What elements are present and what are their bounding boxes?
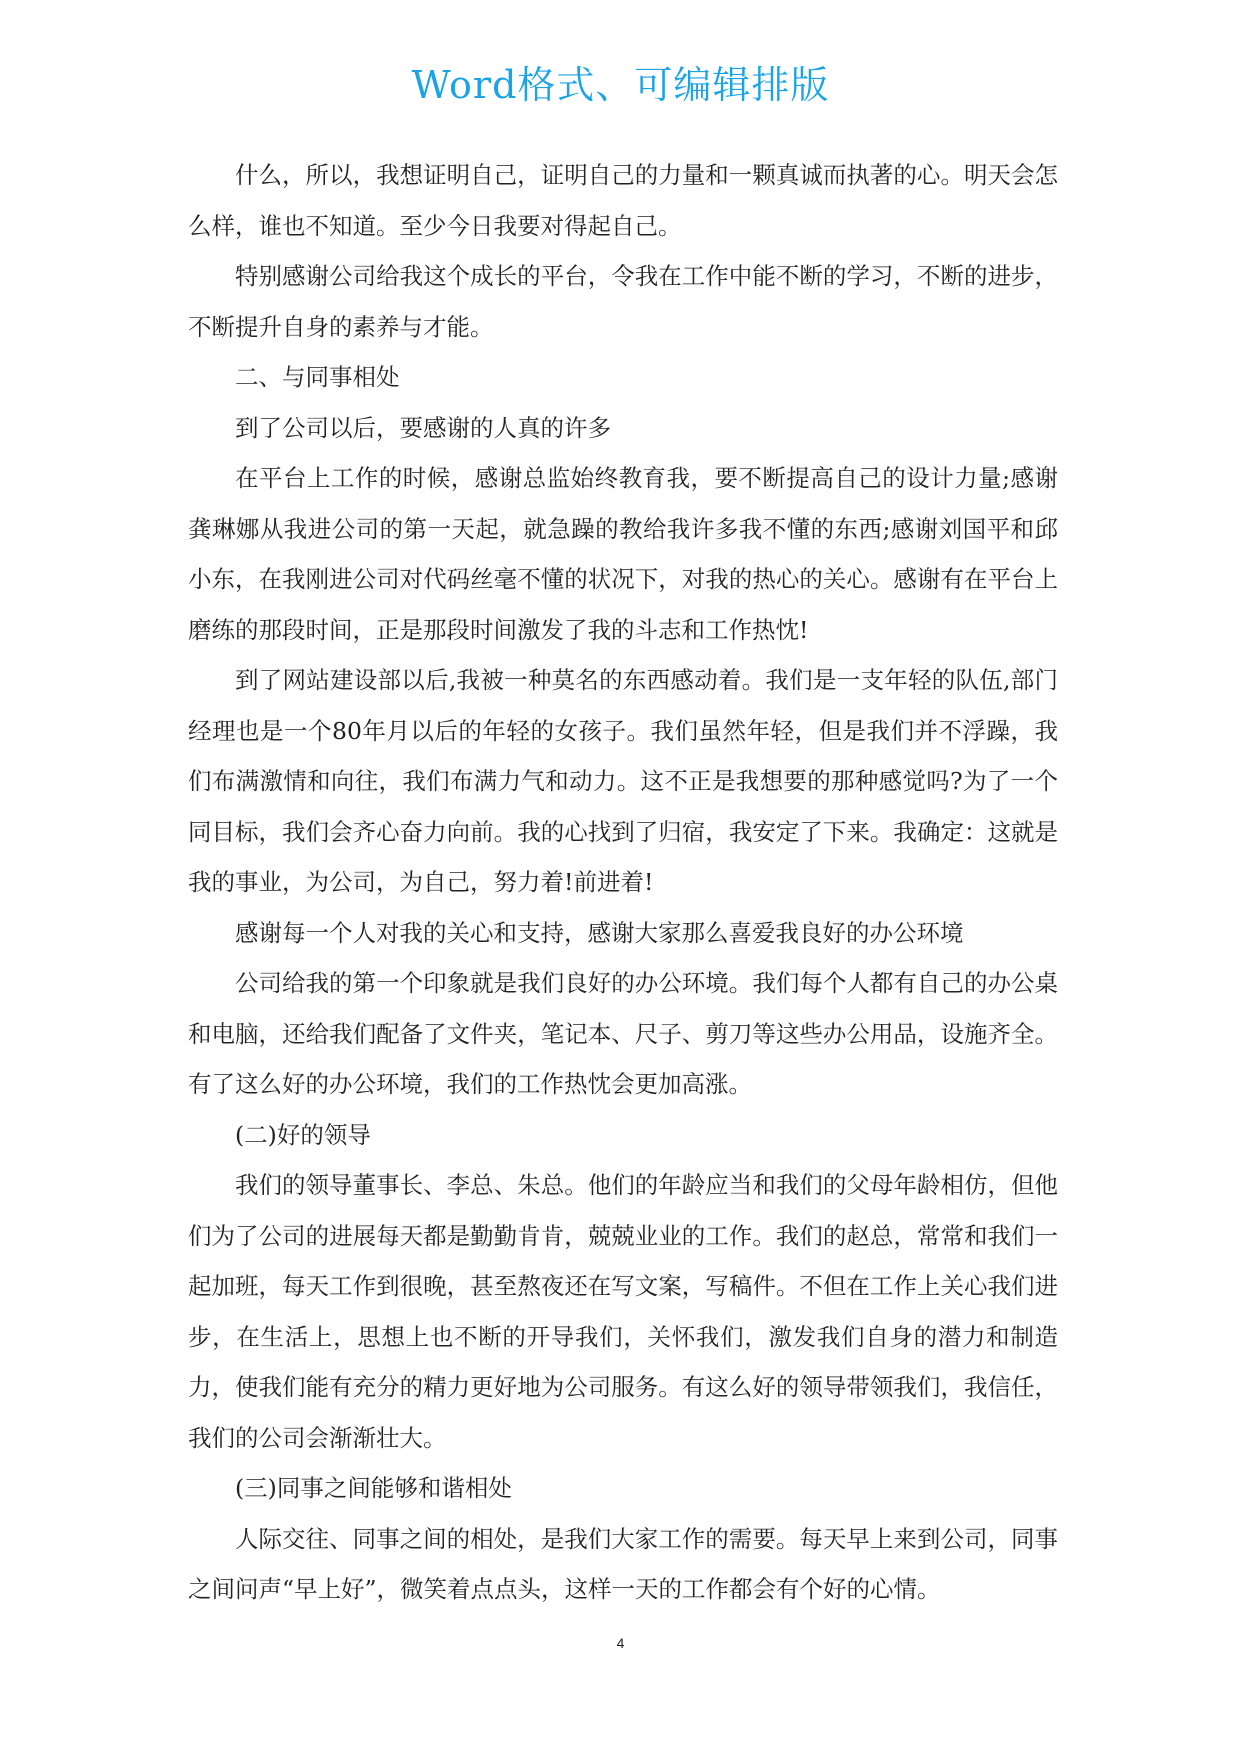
paragraph: 我们的领导董事长、李总、朱总。他们的年龄应当和我们的父母年龄相仿，但他们为了公司的进展每天都是勤勤肯肯，兢兢业业的工作。我们的赵总，常常和我们一起加班，每天工作到很晚，甚至熬夜还在写文案，写稿件。不但在工作上关心我们进步，在生活上，思想上也不断的开导我们，关怀我们，激发我们自身的潜力和制造力，使我们能有充分的精力更好地为公司服务。有这么好的领导带领我们，我信任，我们的公司会渐渐壮大。: [188, 1171, 1058, 1452]
paragraph: 公司给我的第一个印象就是我们良好的办公环境。我们每个人都有自己的办公桌和电脑，还给我们配备了文件夹，笔记本、尺子、剪刀等这些办公用品，设施齐全。有了这么好的办公环境，我们的工作热忱会更加高涨。: [188, 969, 1058, 1098]
paragraph: 在平台上工作的时候，感谢总监始终教育我，要不断提高自己的设计力量;感谢龚琳娜从我进公司的第一天起，就急躁的教给我许多我不懂的东西;感谢刘国平和邱小东，在我刚进公司对代码丝毫不懂的状况下，对我的热心的关心。感谢有在平台上磨练的那段时间，正是那段时间激发了我的斗志和工作热忱!: [188, 464, 1058, 644]
page-number: 4: [616, 1635, 625, 1651]
paragraph: 人际交往、同事之间的相处，是我们大家工作的需要。每天早上来到公司，同事之间问声“早上好”，微笑着点点头，这样一天的工作都会有个好的心情。: [188, 1524, 1058, 1603]
document-body: [188, 150, 1058, 1615]
paragraph: 到了公司以后，要感谢的人真的许多: [235, 413, 611, 442]
header-title: Word格式、可编辑排版: [411, 63, 830, 107]
section-heading: 二、与同事相处: [235, 363, 400, 391]
paragraph: 感谢每一个人对我的关心和支持，感谢大家那么喜爱我良好的办公环境: [235, 918, 964, 947]
paragraph: 什么，所以，我想证明自己，证明自己的力量和一颗真诚而执著的心。明天会怎么样，谁也不知道。至少今日我要对得起自己。: [188, 161, 1058, 240]
subsection-heading: (二)好的领导: [235, 1120, 371, 1149]
subsection-heading: (三)同事之间能够和谐相处: [235, 1474, 512, 1502]
paragraph: 到了网站建设部以后,我被一种莫名的东西感动着。我们是一支年轻的队伍,部门经理也是一个80年月以后的年轻的女孩子。我们虽然年轻，但是我们并不浮躁，我们布满激情和向往，我们布满力气和动力。这不正是我想要的那种感觉吗?为了一个同目标，我们会齐心奋力向前。我的心找到了归宿，我安定了下来。我确定：这就是我的事业，为公司，为自己，努力着!前进着!: [188, 666, 1058, 896]
paragraph: 特别感谢公司给我这个成长的平台，令我在工作中能不断的学习，不断的进步，不断提升自身的素养与才能。: [188, 262, 1058, 341]
